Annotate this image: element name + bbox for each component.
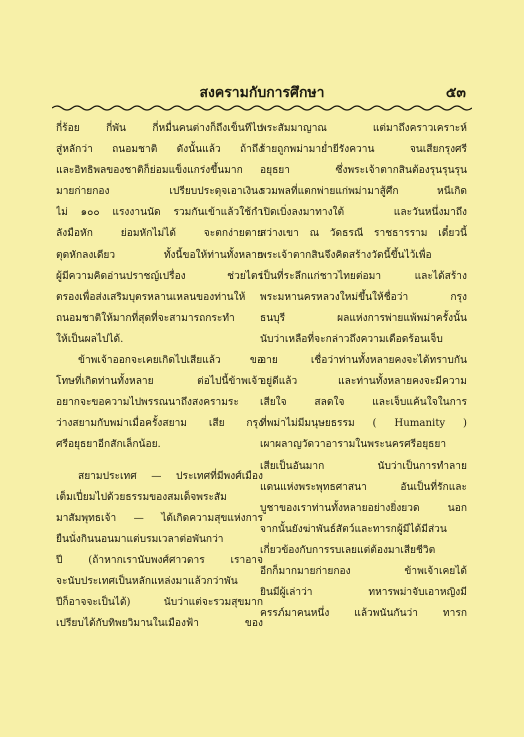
text-line: อาย เชื่อว่าท่านทั้งหลายคงจะได้ทราบกัน — [260, 355, 467, 367]
text-line: ไม่ ๑๐๐ แรงงานนัด รวมกันเข้าแล้วใช้กำ — [56, 207, 263, 219]
text-line: เผาผลาญวัดวาอารามในพระนครศรีอยุธยา — [260, 439, 447, 451]
text-line: ศรีอยุธยาอีกสักเล็กน้อย. — [56, 439, 161, 451]
text-line: บูชาของเราท่านทั้งหลายอย่างยิ่งยวด นอก — [260, 502, 467, 514]
left-column — [56, 118, 263, 634]
text-line: โทษที่เกิดท่านทั้งหลาย ต่อไปนี้ข้าพเจ้า — [56, 376, 263, 388]
ornamental-divider — [52, 104, 472, 112]
text-line: แดนแห่งพระพุทธศาสนา อันเป็นที่รักและ — [260, 481, 467, 493]
text-line: ว่างสยามกับพม่าเมื่อครั้งสยาม เสีย กรุง — [56, 418, 263, 430]
text-line: ครรภ์มาคนหนึ่ง แล้วพนันกันว่า ทารก — [260, 608, 467, 620]
text-line: ปีก็อาจจะเป็นได้) นับว่าแต่จะรวมสุขมาก — [56, 597, 263, 609]
text-line — [56, 456, 263, 466]
text-line: จากนั้นยังฆ่าพันธ์สัตว์และทารกผู้มีได้มีส่วน — [260, 523, 447, 535]
text-line: ปี (ถ้าหากเรานับพงศ์ศาวดาร เราอาจ — [56, 554, 263, 566]
text-line: ถนอมชาติให้มากที่สุดที่จะสามารถกระทำ — [56, 312, 235, 324]
text-line: มายก่ายกอง เปรียบประดุจเอาเงินง — [56, 186, 263, 198]
text-line: อยู่ดีแล้ว และท่านทั้งหลายคงจะมีความ — [260, 376, 467, 388]
text-line: เปิดเบิ่งลงมาทางใต้ และวันหนึ่งมาถึง — [260, 207, 467, 219]
text-line: สว่างเขา ณ วัดธรณี ราชธารราม เดี๋ยวนี้ — [260, 228, 467, 240]
text-line: พระมหานครหลวงใหม่ขึ้นให้ชื่อว่า กรุง — [260, 291, 467, 303]
text-line: เปรียบได้กับทิพยวิมานในเมืองฟ้า ของ — [56, 618, 263, 630]
text-line: รวมพลที่แตกพ่ายแก่พม่ามาสู้ศึก หนีเกิด — [260, 186, 467, 198]
text-line: นับว่าเหลือที่จะกล่าวถึงความเดือดร้อนเจ็บ — [260, 333, 443, 345]
right-column — [260, 118, 467, 624]
page-header — [52, 80, 472, 102]
text-line: ธนบุรี ผลแห่งการพ่ายแพ้พม่าครั้งนั้น — [260, 312, 467, 324]
text-line: ข้าพเจ้าออกจะเคยเกิดไปเสียแล้ว ขอ — [78, 355, 263, 367]
text-line: ตรองเพื่อส่งเสริมบุตรหลานเหลนของท่านให้ — [56, 291, 246, 303]
text-line: เป็นที่ระลึกแก่ชาวไทยต่อมา และได้สร้าง — [260, 270, 467, 282]
text-line: จะนับประเทศเป็นหลักแหล่งมาแล้วกว่าพัน — [56, 575, 238, 587]
page-number: ๕๓ — [445, 85, 466, 101]
text-line: สู่หลักว่า ถนอมชาติ ดังนั้นแล้ว ถ้าถึง — [56, 144, 263, 156]
text-line: ร้ายถูกพม่ามาย่ำยีรังควาน จนเสียกรุงศรี — [260, 144, 467, 156]
text-line: เต็มเปี่ยมไปด้วยธรรมของสมเด็จพระสัม — [56, 491, 227, 503]
text-line: ที่พม่าไม่มีมนุษยธรรม ( Humanity ) — [260, 418, 467, 430]
text-line: กี่ร้อย กี่พัน กี่หมื่นคนต่างก็ถึงเข็นทีไป — [56, 123, 263, 134]
text-line: พระเจ้าตากสินจึงคิดสร้างวัดนี้ขึ้นไว้เพื่อ — [260, 249, 432, 261]
text-line: ตุดหักลงเดียว ทั้งนี้ขอให้ท่านทั้งหลาย — [56, 249, 263, 261]
text-line: พระสัมมาญาณ แต่มาถึงคราวเคราะห์ — [260, 123, 467, 134]
text-line: อีกก็มากมายก่ายกอง ข้าพเจ้าเคยได้ — [260, 565, 467, 577]
text-line: ให้เป็นผลไปได้. — [56, 333, 124, 345]
text-line: เสียใจ สลดใจ และเจ็บแค้นใจในการ — [260, 397, 467, 409]
text-line: อยุธยา ซึ่งพระเจ้าตากสินต้องรุนรุนรุน — [260, 165, 467, 177]
text-line: สยามประเทศ — ประเทศที่มีพงศ์เมือง — [78, 470, 263, 482]
text-line: เสียเป็นอันมาก นับว่าเป็นการทำลาย — [260, 460, 467, 472]
text-line: ยินมีผู้เล่าว่า ทหารพม่าจับเอาหญิงมี — [260, 587, 467, 599]
text-line: และอิทธิพลของชาติก็ย่อมแข็งแกร่งขึ้นมาก — [56, 165, 243, 177]
page-title: สงครามกับการศึกษา — [199, 85, 325, 101]
text-line: ยืนนั่งกินนอนมาแต่บรมเวลาต่อพันกว่า — [56, 533, 224, 545]
text-line: มาสัมพุทธเจ้า — ได้เกิดความสุขแห่งการ — [56, 512, 263, 524]
text-line: ลังมือหัก ย่อมหักไม่ได้ จะตกง่ายตาย — [56, 228, 263, 240]
text-line: เกี่ยวข้องกับการรบเลยแต่ต้องมาเสียชีวิต — [260, 544, 436, 556]
text-line: อยากจะขอความไปพรรณนาถึงสงครามระ — [56, 397, 239, 409]
text-line: ผู้มีความคิดอ่านปราชญ์เปรื่อง ช่วยไตร่ — [56, 270, 263, 282]
